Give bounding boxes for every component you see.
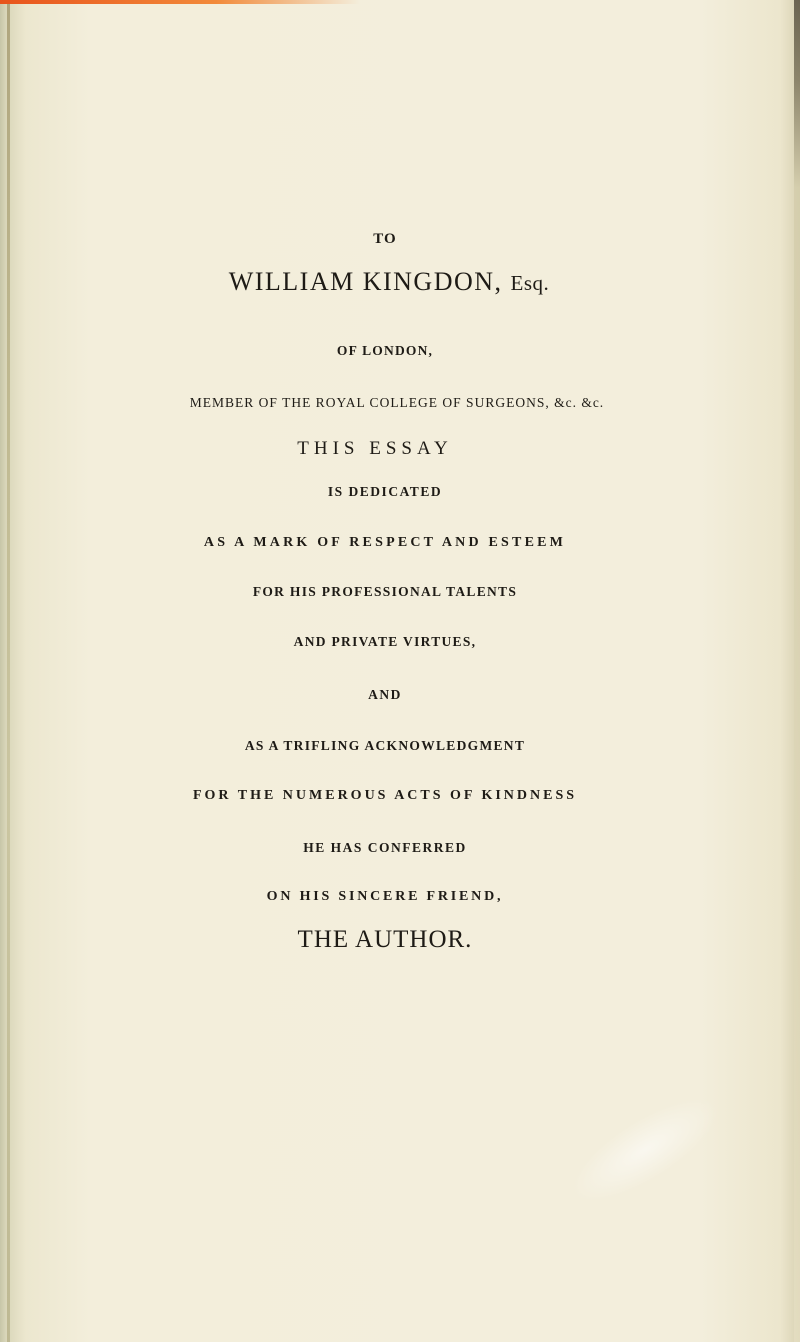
private-virtues-line: AND PRIVATE VIRTUES, bbox=[293, 634, 477, 649]
dedicatee-name: WILLIAM KINGDON, bbox=[228, 267, 503, 296]
page-top-edge bbox=[0, 0, 360, 4]
dedicatee-esq: Esq. bbox=[510, 271, 550, 295]
acts-of-kindness-line: FOR THE NUMEROUS ACTS OF KINDNESS bbox=[192, 788, 578, 803]
acknowledgment-line: AS A TRIFLING ACKNOWLEDGMENT bbox=[244, 738, 526, 753]
professional-talents-line: FOR HIS PROFESSIONAL TALENTS bbox=[252, 584, 518, 599]
dedicatee-membership: MEMBER OF THE ROYAL COLLEGE OF SURGEONS, &c. &c. bbox=[189, 395, 605, 410]
author-signature: THE AUTHOR. bbox=[297, 926, 473, 953]
this-essay-heading: THIS ESSAY bbox=[297, 438, 453, 459]
mark-of-respect-line: AS A MARK OF RESPECT AND ESTEEM bbox=[203, 535, 567, 550]
dedication-to: TO bbox=[373, 231, 397, 247]
dedicatee-location: OF LONDON, bbox=[336, 343, 434, 358]
paper-smudge bbox=[557, 1080, 733, 1221]
page-right-edge bbox=[794, 0, 800, 1342]
page-gutter bbox=[7, 0, 10, 1342]
dedicatee-name-line bbox=[4, 267, 774, 297]
conferred-line: HE HAS CONFERRED bbox=[303, 840, 467, 855]
and-line: AND bbox=[368, 687, 402, 702]
is-dedicated-line: IS DEDICATED bbox=[327, 484, 443, 499]
sincere-friend-line: ON HIS SINCERE FRIEND, bbox=[266, 889, 504, 904]
